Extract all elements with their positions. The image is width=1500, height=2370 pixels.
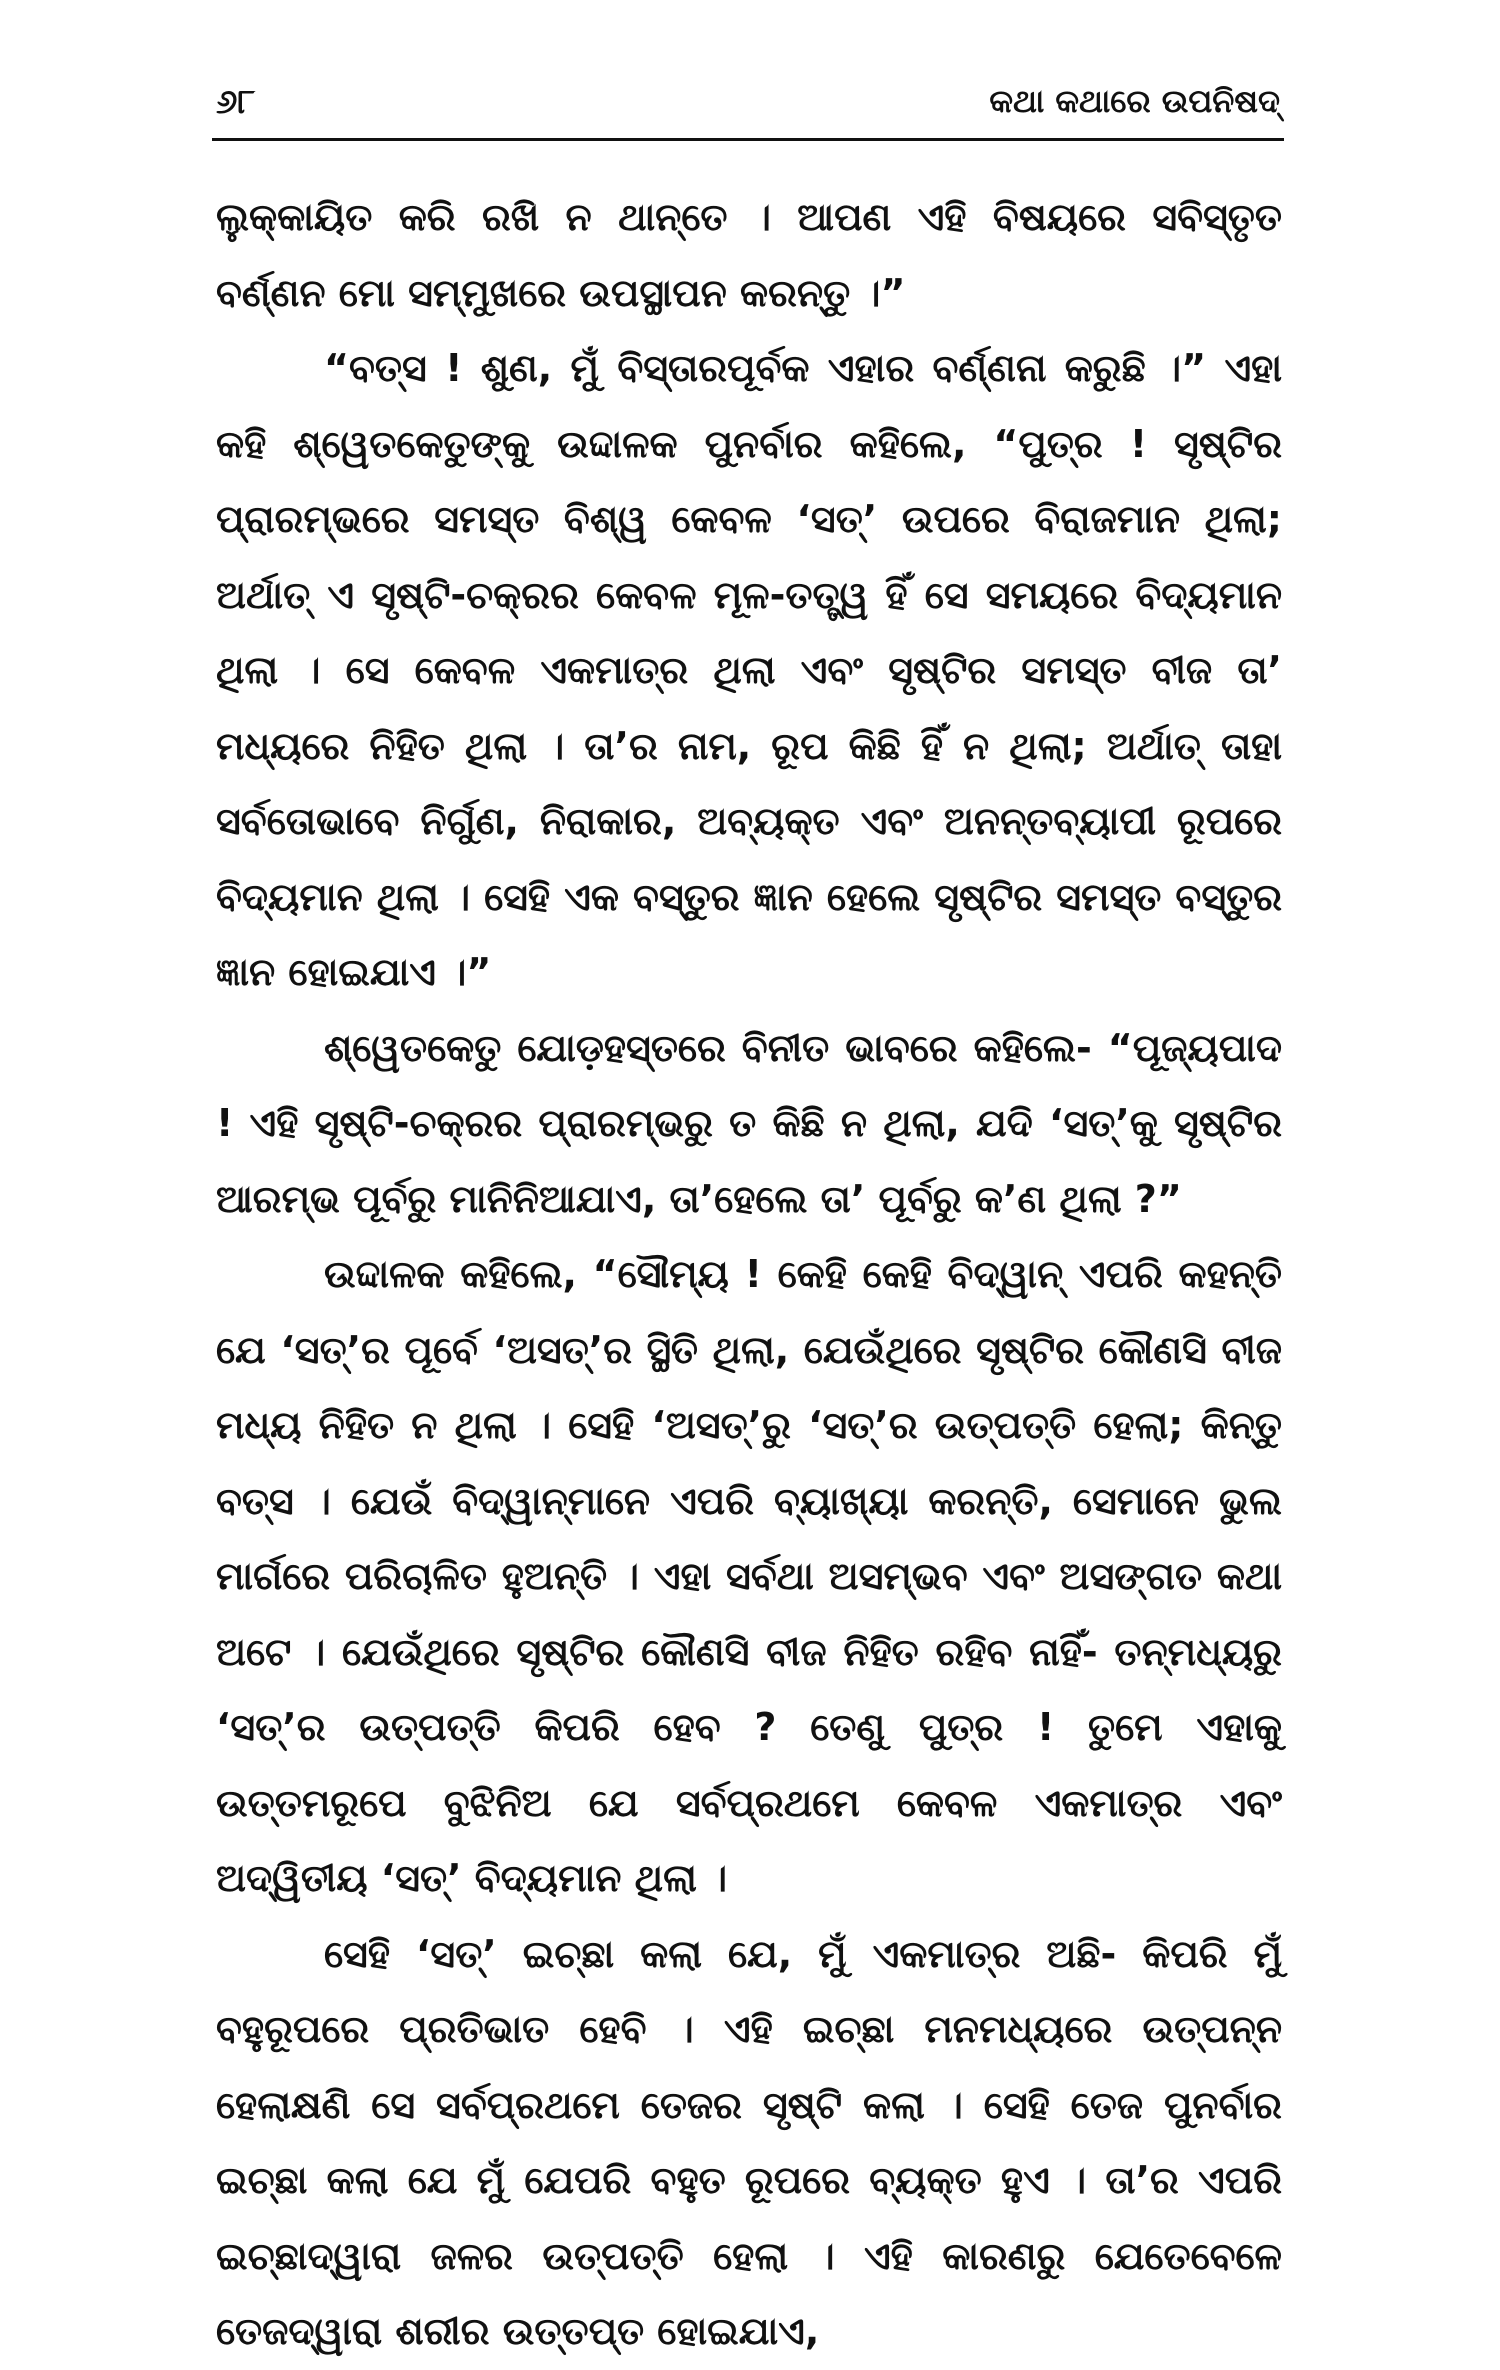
body-text [216,180,1282,2370]
paragraph-1: ଲୁକ୍‌କାୟିତ କରି ରଖି ନ ଥାନ୍ତେ । ଆପଣ ଏହି ବିଷୟରେ ସବିସ୍ତୃତ ବର୍ଣ୍ଣନ ମୋ ସମ୍ମୁଖରେ ଉପସ୍ଥାପନ କରନ୍ତୁ ।” [216,195,1282,315]
paragraph-2: “ବତ୍ସ ! ଶୁଣ, ମୁଁ ବିସ୍ତାରପୂର୍ବକ ଏହାର ବର୍ଣ୍ଣନା କରୁଛି ।” ଏହା କହି ଶ୍ୱେତକେତୁଙ୍କୁ ଉଦ୍ଦାଳକ ପୁନର୍ବାର କହିଲେ, “ପୁତ୍ର ! ସୃଷ୍ଟିର ପ୍ରାରମ୍ଭରେ ସମସ୍ତ ବିଶ୍ୱ କେବଳ ‘ସତ୍’ ଉପରେ ବିରାଜମାନ ଥିଲା; ଅର୍ଥାତ୍ ଏ ସୃଷ୍ଟି-ଚକ୍ରର କେବଳ ମୂଳ-ତତ୍ତ୍ୱ ହିଁ ସେ ସମୟରେ ବିଦ୍ୟମାନ ଥିଲା । ସେ କେବଳ ଏକମାତ୍ର ଥିଲା ଏବଂ ସୃଷ୍ଟିର ସମସ୍ତ ବୀଜ ତା’ ମଧ୍ୟରେ ନିହିତ ଥିଲା । ତା’ର ନାମ, ରୂପ କିଛି ହିଁ ନ ଥିଲା; ଅର୍ଥାତ୍ ତାହା ସର୍ବତୋଭାବେ ନିର୍ଗୁଣ, ନିରାକାର, ଅବ୍ୟକ୍ତ ଏବଂ ଅନନ୍ତବ୍ୟାପୀ ରୂପରେ ବିଦ୍ୟମାନ ଥିଲା । ସେହି ଏକ ବସ୍ତୁର ଜ୍ଞାନ ହେଲେ ସୃଷ୍ଟିର ସମସ୍ତ ବସ୍ତୁର ଜ୍ଞାନ ହୋଇଯାଏ ।” [216,346,1282,994]
header-divider [212,138,1284,141]
paragraph-5: ସେହି ‘ସତ୍’ ଇଚ୍ଛା କଲା ଯେ, ମୁଁ ଏକମାତ୍ର ଅଛି- କିପରି ମୁଁ ବହୁରୂପରେ ପ୍ରତିଭାତ ହେବି । ଏହି ଇଚ୍ଛା ମନମଧ୍ୟରେ ଉତ୍ପନ୍ନ ହେଲାକ୍ଷଣି ସେ ସର୍ବପ୍ରଥମେ ତେଜର ସୃଷ୍ଟି କଲା । ସେହି ତେଜ ପୁନର୍ବାର ଇଚ୍ଛା କଲା ଯେ ମୁଁ ଯେପରି ବହୁତ ରୂପରେ ବ୍ୟକ୍ତ ହୁଏ । ତା’ର ଏପରି ଇଚ୍ଛାଦ୍ୱାରା ଜଳର ଉତ୍ପତ୍ତି ହେଲା । ଏହି କାରଣରୁ ଯେତେବେଳେ ତେଜଦ୍ୱାରା ଶରୀର ଉତ୍ତପ୍ତ ହୋଇଯାଏ, [216,1931,1282,2353]
page-number: ୬୮ [216,82,256,122]
running-title: କଥା କଥାରେ ଉପନିଷଦ୍ [989,82,1280,120]
page-header [216,78,1280,140]
paragraph-4: ଉଦ୍ଦାଳକ କହିଲେ, “ସୌମ୍ୟ ! କେହି କେହି ବିଦ୍ୱାନ୍ ଏପରି କହନ୍ତି ଯେ ‘ସତ୍’ର ପୂର୍ବେ ‘ଅସତ୍’ର ସ୍ଥିତି ଥିଲା, ଯେଉଁଥିରେ ସୃଷ୍ଟିର କୌଣସି ବୀଜ ମଧ୍ୟ ନିହିତ ନ ଥିଲା । ସେହି ‘ଅସତ୍’ରୁ ‘ସତ୍’ର ଉତ୍ପତ୍ତି ହେଲା; କିନ୍ତୁ ବତ୍ସ । ଯେଉଁ ବିଦ୍ୱାନ୍‌ମାନେ ଏପରି ବ୍ୟାଖ୍ୟା କରନ୍ତି, ସେମାନେ ଭୁଲ ମାର୍ଗରେ ପରିଚାଳିତ ହୁଅନ୍ତି । ଏହା ସର୍ବଥା ଅସମ୍ଭବ ଏବଂ ଅସଙ୍ଗତ କଥା ଅଟେ । ଯେଉଁଥିରେ ସୃଷ୍ଟିର କୌଣସି ବୀଜ ନିହିତ ରହିବ ନାହିଁ- ତନ୍ମଧ୍ୟରୁ ‘ସତ୍’ର ଉତ୍ପତ୍ତି କିପରି ହେବ ? ତେଣୁ ପୁତ୍ର ! ତୁମେ ଏହାକୁ ଉତ୍ତମରୂପେ ବୁଝିନିଅ ଯେ ସର୍ବପ୍ରଥମେ କେବଳ ଏକମାତ୍ର ଏବଂ ଅଦ୍ୱିତୀୟ ‘ସତ୍’ ବିଦ୍ୟମାନ ଥିଲା । [216,1252,1282,1900]
paragraph-3: ଶ୍ୱେତକେତୁ ଯୋଡ଼ହସ୍ତରେ ବିନୀତ ଭାବରେ କହିଲେ- “ପୂଜ୍ୟପାଦ ! ଏହି ସୃଷ୍ଟି-ଚକ୍ରର ପ୍ରାରମ୍ଭରୁ ତ କିଛି ନ ଥିଲା, ଯଦି ‘ସତ୍’କୁ ସୃଷ୍ଟିର ଆରମ୍ଭ ପୂର୍ବରୁ ମାନିନିଆଯାଏ, ତା’ହେଲେ ତା’ ପୂର୍ବରୁ କ’ଣ ଥିଲା ?” [216,1025,1282,1221]
